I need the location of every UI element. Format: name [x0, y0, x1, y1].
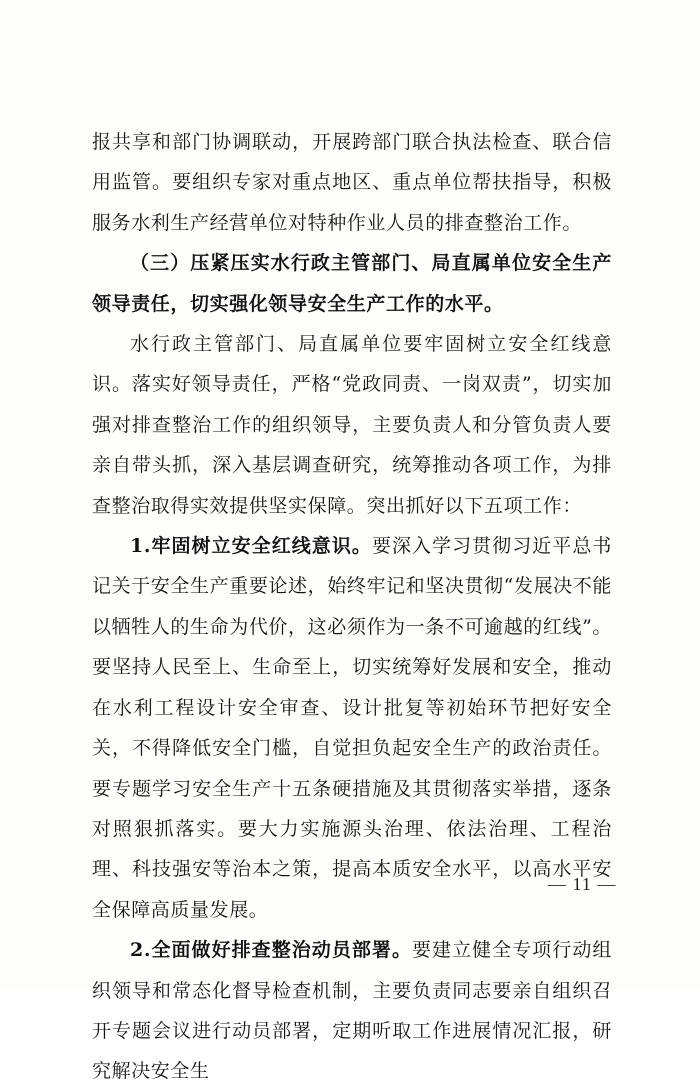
paragraph-continuation [92, 122, 612, 243]
document-body [92, 122, 612, 1092]
page-number: — 11 — [548, 874, 617, 894]
list-item-lead: 2.全面做好排查整治动员部署。 [130, 939, 413, 962]
paragraph-text: 水行政主管部门、局直属单位要牢固树立安全红线意识。落实好领导责任，严格“党政同责、一岗双责”，切实加强对排查整治工作的组织领导，主要负责人和分管负责人要亲自带头抓，深入基层调查研究，统筹推动各项工作，为排查整治取得实效提供坚实保障。突出抓好以下五项工作： [92, 333, 612, 517]
section-heading [92, 243, 612, 324]
paragraph-text: 报共享和部门协调联动，开展跨部门联合执法检查、联合信用监管。要组织专家对重点地区、重点单位帮扶指导，积极服务水利生产经营单位对特种作业人员的排查整治工作。 [92, 131, 612, 234]
list-item-text: 要建立健全专项行动组织领导和常态化督导检查机制，主要负责同志要亲自组织召开专题会议进行动员部署，定期听取工作进展情况汇报，研究解决安全生 [92, 939, 612, 1083]
section-heading-text: （三）压紧压实水行政主管部门、局直属单位安全生产领导责任，切实强化领导安全生产工作的水平。 [92, 252, 612, 315]
list-item-1 [92, 526, 612, 930]
list-item-lead: 1.牢固树立安全红线意识。 [130, 535, 372, 558]
list-item-text: 要深入学习贯彻习近平总书记关于安全生产重要论述，始终牢记和坚决贯彻“发展决不能以牺牲人的生命为代价，这必须作为一条不可逾越的红线”。要坚持人民至上、生命至上，切实统筹好发展和安全，推动在水利工程设计安全审查、设计批复等初始环节把好安全关，不得降低安全门槛，自觉担负起安全生产的政治责任。要专题学习安全生产十五条硬措施及其贯彻落实举措，逐条对照狠抓落实。要大力实施源头治理、依法治理、工程治理、科技强安等治本之策，提高本质安全水平，以高水平安全保障高质量发展。 [92, 535, 612, 921]
list-item-2 [92, 930, 612, 1092]
paragraph-body [92, 324, 612, 526]
